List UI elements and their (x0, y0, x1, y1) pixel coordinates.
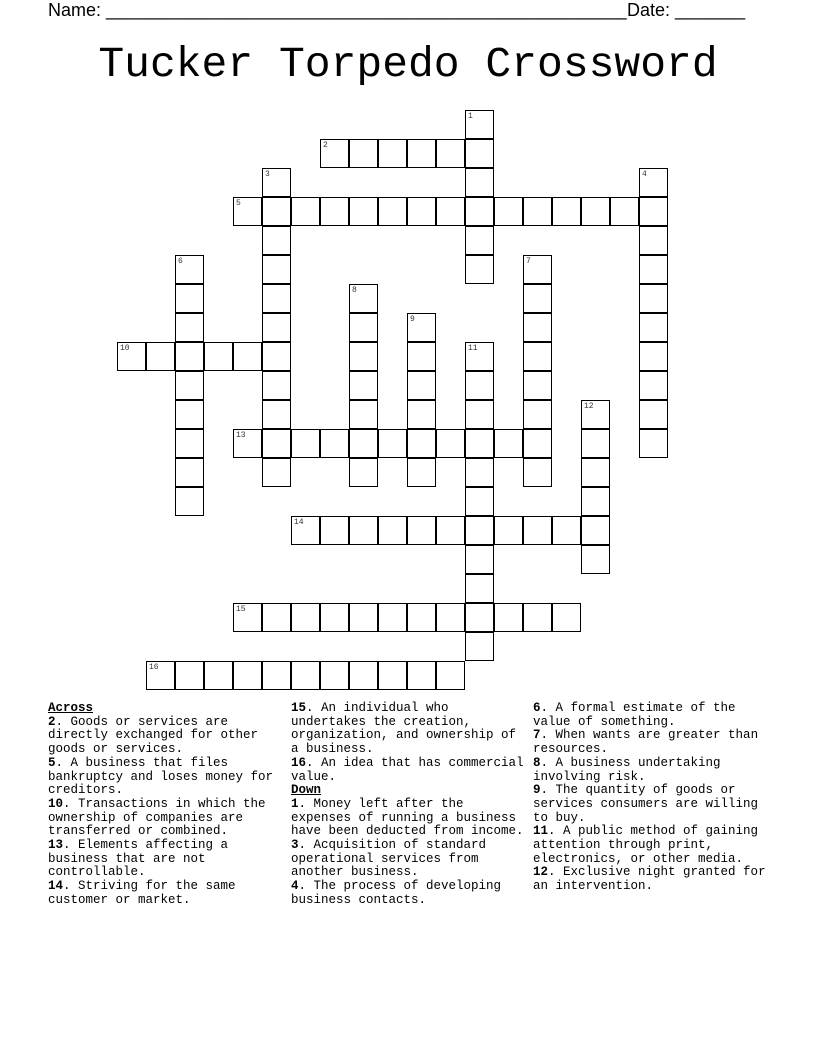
crossword-cell[interactable] (262, 342, 291, 371)
down-clue: 12. Exclusive night granted for an intervention. (533, 865, 766, 894)
crossword-cell[interactable] (262, 313, 291, 342)
clues-column-1 (48, 702, 288, 908)
clue-number: 2 (48, 714, 56, 729)
down-clue: 8. A business undertaking involving risk. (533, 755, 721, 784)
clue-text: Exclusive night granted for an intervention. (533, 865, 766, 894)
crossword-cell[interactable] (262, 284, 291, 313)
crossword-cell[interactable] (581, 545, 610, 574)
crossword-cell[interactable] (378, 197, 407, 226)
crossword-cell[interactable] (117, 342, 146, 371)
crossword-cell[interactable] (523, 284, 552, 313)
crossword-cell[interactable] (378, 139, 407, 168)
cell-number: 15 (236, 605, 246, 614)
crossword-cell[interactable] (175, 487, 204, 516)
crossword-cell[interactable] (465, 197, 494, 226)
crossword-cell[interactable] (291, 603, 320, 632)
crossword-cell[interactable] (349, 313, 378, 342)
clue-number: 7 (533, 728, 541, 743)
crossword-cell[interactable] (407, 139, 436, 168)
crossword-cell[interactable] (262, 255, 291, 284)
crossword-cell[interactable] (175, 429, 204, 458)
crossword-cell[interactable] (407, 371, 436, 400)
crossword-cell[interactable] (523, 603, 552, 632)
crossword-cell[interactable] (465, 168, 494, 197)
crossword-cell[interactable] (349, 603, 378, 632)
clue-number: 12 (533, 865, 549, 880)
crossword-cell[interactable] (175, 458, 204, 487)
date-label: Date: (627, 0, 671, 20)
crossword-cell[interactable] (523, 371, 552, 400)
down-clue: 9. The quantity of goods or services consumers are willing to buy. (533, 783, 759, 825)
down-clue: 6. A formal estimate of the value of something. (533, 701, 736, 729)
cell-number: 4 (642, 170, 647, 179)
crossword-cell[interactable] (494, 516, 523, 545)
crossword-cell[interactable] (175, 400, 204, 429)
clue-number: 11 (533, 824, 549, 839)
across-clue: 16. An idea that has commercial value. (291, 755, 524, 784)
crossword-cell[interactable] (320, 516, 349, 545)
across-clue: 5. A business that files bankruptcy and loses money for creditors. (48, 755, 274, 798)
crossword-cell[interactable] (175, 661, 204, 690)
crossword-cell[interactable] (175, 342, 204, 371)
clue-text: The quantity of goods or services consumers are willing to buy. (533, 783, 759, 825)
crossword-cell[interactable] (465, 603, 494, 632)
crossword-cell[interactable] (407, 458, 436, 487)
clue-number: 3 (291, 838, 299, 853)
crossword-cell[interactable] (407, 197, 436, 226)
crossword-cell[interactable] (581, 429, 610, 458)
crossword-cell[interactable] (320, 603, 349, 632)
cell-number: 1 (468, 112, 473, 121)
crossword-cell[interactable] (523, 313, 552, 342)
crossword-cell[interactable] (291, 197, 320, 226)
crossword-cell[interactable] (407, 661, 436, 690)
crossword-cell[interactable] (233, 342, 262, 371)
crossword-cell[interactable] (291, 661, 320, 690)
crossword-cell[interactable] (465, 226, 494, 255)
name-line: ____________________________________________________ (106, 0, 627, 20)
clue-number: 9 (533, 783, 541, 798)
down-clue: 7. When wants are greater than resources. (533, 728, 759, 757)
crossword-cell[interactable] (465, 139, 494, 168)
clue-text: Striving for the same customer or market. (48, 879, 236, 907)
crossword-cell[interactable] (262, 603, 291, 632)
crossword-cell[interactable] (436, 516, 465, 545)
crossword-cell[interactable] (552, 603, 581, 632)
clue-text: The process of developing business contacts. (291, 879, 502, 907)
down-clue: 1. Money left after the expenses of running a business have been deducted from income. (291, 796, 524, 839)
across-clue: 15. An individual who undertakes the creation, organization, and ownership of a business. (291, 701, 517, 757)
crossword-cell[interactable] (436, 429, 465, 458)
crossword-cell[interactable] (175, 371, 204, 400)
cell-number: 13 (236, 431, 246, 440)
crossword-cell[interactable] (407, 313, 436, 342)
crossword-cell[interactable] (465, 487, 494, 516)
crossword-cell[interactable] (407, 400, 436, 429)
clue-number: 16 (291, 755, 307, 770)
crossword-cell[interactable] (378, 661, 407, 690)
crossword-cell[interactable] (349, 458, 378, 487)
clue-number: 13 (48, 838, 64, 853)
crossword-cell[interactable] (494, 429, 523, 458)
crossword-cell[interactable] (291, 429, 320, 458)
clue-text: Acquisition of standard operational services from another business. (291, 838, 487, 880)
clue-text: A business undertaking involving risk. (533, 755, 721, 784)
crossword-cell[interactable] (175, 284, 204, 313)
clue-text: A business that files bankruptcy and loses money for creditors. (48, 755, 274, 798)
crossword-cell[interactable] (320, 197, 349, 226)
crossword-cell[interactable] (233, 429, 262, 458)
crossword-cell[interactable] (262, 371, 291, 400)
crossword-cell[interactable] (465, 400, 494, 429)
crossword-cell[interactable] (552, 197, 581, 226)
crossword-cell[interactable] (465, 342, 494, 371)
across-clue: 14. Striving for the same customer or market. (48, 879, 236, 907)
crossword-cell[interactable] (349, 429, 378, 458)
crossword-cell[interactable] (581, 458, 610, 487)
crossword-cell[interactable] (610, 197, 639, 226)
crossword-cell[interactable] (494, 197, 523, 226)
crossword-cell[interactable] (262, 400, 291, 429)
crossword-cell[interactable] (349, 197, 378, 226)
crossword-cell[interactable] (146, 661, 175, 690)
cell-number: 8 (352, 286, 357, 295)
cell-number: 14 (294, 518, 304, 527)
cell-number: 2 (323, 141, 328, 150)
crossword-cell[interactable] (639, 168, 668, 197)
crossword-cell[interactable] (523, 429, 552, 458)
cell-number: 16 (149, 663, 159, 672)
crossword-cell[interactable] (639, 371, 668, 400)
crossword-cell[interactable] (523, 255, 552, 284)
cell-number: 5 (236, 199, 241, 208)
crossword-cell[interactable] (262, 661, 291, 690)
crossword-cell[interactable] (436, 603, 465, 632)
clue-text: An idea that has commercial value. (291, 755, 524, 784)
crossword-cell[interactable] (349, 284, 378, 313)
crossword-cell[interactable] (262, 458, 291, 487)
crossword-cell[interactable] (204, 342, 233, 371)
crossword-cell[interactable] (349, 516, 378, 545)
clue-text: A formal estimate of the value of something. (533, 701, 736, 729)
crossword-cell[interactable] (320, 139, 349, 168)
crossword-cell[interactable] (349, 661, 378, 690)
cell-number: 11 (468, 344, 478, 353)
clue-number: 15 (291, 701, 307, 715)
across-clue: 2. Goods or services are directly exchanged for other goods or services. (48, 714, 259, 757)
clues-column-2 (291, 702, 531, 908)
crossword-cell[interactable] (233, 603, 262, 632)
crossword-cell[interactable] (407, 342, 436, 371)
crossword-cell[interactable] (639, 429, 668, 458)
crossword-cell[interactable] (262, 429, 291, 458)
crossword-cell[interactable] (320, 661, 349, 690)
crossword-cell[interactable] (639, 313, 668, 342)
crossword-cell[interactable] (639, 226, 668, 255)
clue-text: Transactions in which the ownership of companies are transferred or combined. (48, 796, 266, 839)
clue-number: 14 (48, 879, 64, 894)
crossword-cell[interactable] (436, 197, 465, 226)
name-label: Name: (48, 0, 102, 20)
clue-text: Elements affecting a business that are not controllable. (48, 838, 229, 880)
crossword-cell[interactable] (465, 545, 494, 574)
crossword-cell[interactable] (639, 342, 668, 371)
crossword-cell[interactable] (523, 458, 552, 487)
crossword-cell[interactable] (465, 632, 494, 661)
crossword-cell[interactable] (349, 371, 378, 400)
clues-column-3 (533, 702, 773, 894)
crossword-cell[interactable] (320, 429, 349, 458)
crossword-cell[interactable] (378, 429, 407, 458)
crossword-cell[interactable] (523, 516, 552, 545)
cell-number: 6 (178, 257, 183, 266)
clue-text: Goods or services are directly exchanged for other goods or services. (48, 714, 259, 757)
crossword-cell[interactable] (523, 342, 552, 371)
name-field[interactable] (48, 0, 627, 21)
crossword-cell[interactable] (465, 429, 494, 458)
crossword-cell[interactable] (581, 197, 610, 226)
down-clue: 11. A public method of gaining attention through print, electronics, or other media. (533, 824, 759, 866)
crossword-cell[interactable] (465, 110, 494, 139)
crossword-cell[interactable] (349, 342, 378, 371)
crossword-cell[interactable] (523, 197, 552, 226)
crossword-cell[interactable] (407, 516, 436, 545)
crossword-cell[interactable] (146, 342, 175, 371)
cell-number: 10 (120, 344, 130, 353)
clue-number: 10 (48, 796, 64, 811)
crossword-cell[interactable] (581, 400, 610, 429)
clue-number: 5 (48, 755, 56, 770)
crossword-cell[interactable] (349, 400, 378, 429)
date-field[interactable] (627, 0, 745, 21)
crossword-cell[interactable] (639, 255, 668, 284)
down-clue: 3. Acquisition of standard operational services from another business. (291, 838, 487, 880)
crossword-cell[interactable] (407, 603, 436, 632)
cell-number: 12 (584, 402, 594, 411)
clue-text: A public method of gaining attention through print, electronics, or other media. (533, 824, 759, 866)
crossword-cell[interactable] (349, 139, 378, 168)
crossword-cell[interactable] (436, 661, 465, 690)
down-clue: 4. The process of developing business contacts. (291, 879, 502, 907)
cell-number: 3 (265, 170, 270, 179)
clue-number: 6 (533, 701, 541, 715)
crossword-cell[interactable] (465, 371, 494, 400)
crossword-cell[interactable] (639, 400, 668, 429)
crossword-cell[interactable] (378, 603, 407, 632)
crossword-cell[interactable] (581, 516, 610, 545)
cell-number: 7 (526, 257, 531, 266)
clue-number: 1 (291, 796, 299, 811)
cell-number: 9 (410, 315, 415, 324)
crossword-cell[interactable] (465, 255, 494, 284)
crossword-cell[interactable] (175, 255, 204, 284)
crossword-cell[interactable] (233, 197, 262, 226)
clue-text: Money left after the expenses of running a business have been deducted from income. (291, 796, 524, 839)
crossword-cell[interactable] (465, 458, 494, 487)
crossword-cell[interactable] (436, 139, 465, 168)
crossword-cell[interactable] (523, 400, 552, 429)
crossword-cell[interactable] (639, 197, 668, 226)
across-clue: 10. Transactions in which the ownership of companies are transferred or combined. (48, 796, 266, 839)
crossword-cell[interactable] (378, 516, 407, 545)
across-clue: 13. Elements affecting a business that are not controllable. (48, 838, 229, 880)
crossword-cell[interactable] (262, 197, 291, 226)
crossword-cell[interactable] (581, 487, 610, 516)
page-title: Tucker Torpedo Crossword (98, 40, 718, 89)
clue-number: 4 (291, 879, 299, 894)
crossword-cell[interactable] (407, 429, 436, 458)
crossword-cell[interactable] (465, 516, 494, 545)
crossword-cell[interactable] (552, 516, 581, 545)
crossword-cell[interactable] (262, 168, 291, 197)
crossword-cell[interactable] (175, 313, 204, 342)
date-line: _______ (675, 0, 746, 20)
clue-number: 8 (533, 755, 541, 770)
crossword-cell[interactable] (204, 661, 233, 690)
crossword-cell[interactable] (465, 574, 494, 603)
clue-text: An individual who undertakes the creation, organization, and ownership of a business. (291, 701, 517, 757)
down-heading: Down (291, 783, 322, 798)
clue-text: When wants are greater than resources. (533, 728, 759, 757)
crossword-cell[interactable] (494, 603, 523, 632)
across-heading: Across (48, 701, 94, 715)
crossword-cell[interactable] (262, 226, 291, 255)
crossword-cell[interactable] (233, 661, 262, 690)
crossword-cell[interactable] (291, 516, 320, 545)
crossword-cell[interactable] (639, 284, 668, 313)
